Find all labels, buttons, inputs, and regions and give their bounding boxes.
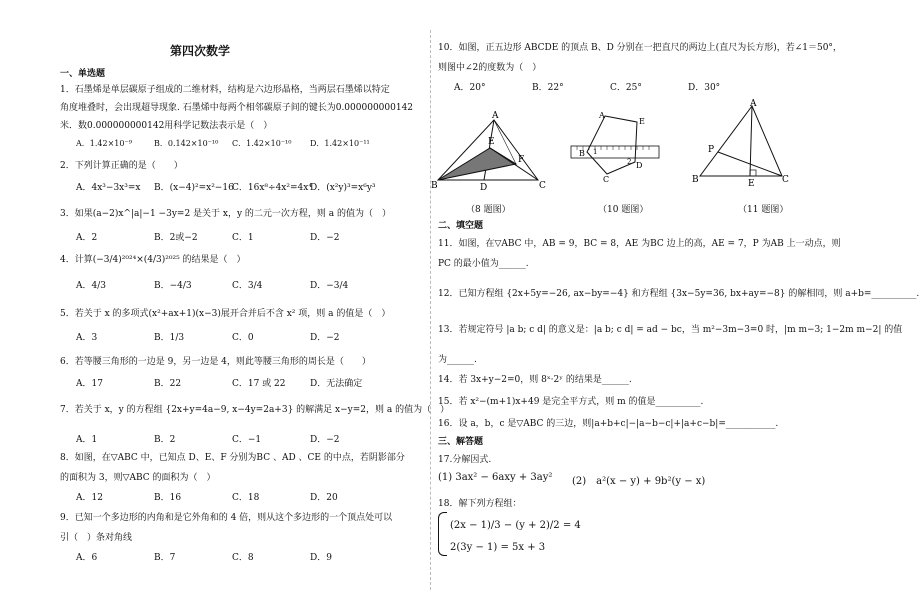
option: C．3/4: [232, 281, 263, 291]
option: D．9: [310, 553, 332, 563]
system-brace: [438, 512, 447, 556]
q1-options: [76, 138, 388, 149]
figure-10-pentagon-ruler: [565, 112, 665, 184]
q3-options: [76, 230, 388, 243]
q1-line1: 1．石墨烯是单层碳原子组成的二维材料，结构是六边形晶格，当两层石墨烯以特定: [60, 85, 390, 95]
option: B．7: [154, 553, 176, 563]
figure-8-triangle: [430, 108, 550, 193]
option: D．−2: [310, 233, 340, 243]
q16: 16．设 a，b，c 是▽ABC 的三边，则|a+b+c|−|a−b−c|+|a+c−b|=___________.: [438, 419, 779, 429]
fig11-label-b: B: [692, 175, 699, 185]
option: B．(x−4)²=x²−16: [154, 183, 234, 193]
caption-fig10: （10 题图）: [598, 205, 649, 215]
caption-fig8: （8 题图）: [466, 205, 511, 215]
section-fill-blank: 二、填空题: [438, 221, 484, 231]
q8-options: [76, 490, 388, 503]
option: C．1.42×10⁻¹⁰: [232, 139, 292, 148]
fig10-label-b: B: [579, 149, 585, 158]
option: D．(x²y)³=x⁶y³: [310, 183, 376, 193]
q1-line3: 米．数0.000000000142用科学记数法表示是（ ）: [60, 121, 273, 131]
q12: 12．已知方程组 {2x+5y=−26, ax−by=−4} 和方程组 {3x−5y=36, bx+ay=−8} 的解相同，则 a+b=__________.: [438, 289, 919, 299]
option: C．16x⁸÷4x²=4x⁴: [232, 183, 312, 193]
q2-options: [76, 180, 388, 193]
option: C．25°: [610, 83, 642, 93]
q14: 14．若 3x+y−2=0，则 8ˣ·2ʸ 的结果是______.: [438, 375, 632, 385]
fig10-label-1: 1: [593, 148, 598, 156]
q11-line2: PC 的最小值为______.: [438, 259, 529, 269]
q6-options: [76, 376, 388, 389]
option: B．−4/3: [154, 281, 192, 291]
fig11-label-p: P: [708, 145, 715, 155]
option: D．20: [310, 493, 338, 503]
option: A．12: [76, 493, 103, 503]
q10-options: [454, 80, 766, 93]
fig8-label-c: C: [539, 181, 546, 191]
option: A．1: [76, 435, 98, 445]
fig11-label-a: A: [750, 99, 757, 109]
option: D．无法确定: [310, 379, 363, 389]
section-answer: 三、解答题: [438, 437, 484, 447]
option: C．−1: [232, 435, 262, 445]
fig11-label-e: E: [748, 179, 755, 189]
option: D．−2: [310, 333, 340, 343]
q4-stem: 4．计算(−3/4)²⁰²⁴×(4/3)²⁰²⁵ 的结果是（ ）: [60, 255, 246, 265]
q13-line1: 13．若规定符号 |a b; c d| 的意义是：|a b; c d| = ad − bc，当 m²−3m−3=0 时，|m m−3; 1−2m m−2| 的值: [438, 325, 903, 335]
q17-part1: (1) 3ax² − 6axy + 3ay²: [438, 472, 553, 483]
q9-options: [76, 550, 388, 563]
q5-stem: 5．若关于 x 的多项式(x²+ax+1)(x−3)展开合并后不含 x² 项，则 a 的值是（ ）: [60, 309, 391, 319]
option: A．4/3: [76, 281, 106, 291]
q11-line1: 11．如图，在▽ABC 中，AB = 9，BC = 8，AE 为BC 边上的高，AE = 7，P 为AB 上一动点，则: [438, 239, 841, 249]
q17-part2: (2) a²(x − y) + 9b²(y − x): [572, 476, 706, 487]
option: A．2: [76, 233, 98, 243]
section-single-choice: 一、单选题: [60, 69, 106, 79]
option: D．−2: [310, 435, 340, 445]
option: A．3: [76, 333, 98, 343]
option: D．−3/4: [310, 281, 349, 291]
option: B．22°: [532, 83, 564, 93]
fig8-label-f: F: [518, 155, 525, 165]
option: B．22: [154, 379, 182, 389]
option: B．1/3: [154, 333, 185, 343]
q10-line1: 10．如图，正五边形 ABCDE 的顶点 B、D 分别在一把直尺的两边上(直尺为长方形)，若∠1＝50°，: [438, 43, 842, 53]
option: C．8: [232, 553, 254, 563]
option: C．0: [232, 333, 254, 343]
q9-line2: 引（ ）条对角线: [60, 533, 133, 543]
fig8-label-b: B: [431, 181, 438, 191]
option: B．2或−2: [154, 233, 198, 243]
option: D．1.42×10⁻¹¹: [310, 139, 370, 148]
option: A．6: [76, 553, 98, 563]
q17-stem: 17.分解因式.: [438, 455, 492, 465]
figure-11-triangle: [690, 100, 790, 188]
option: A．17: [76, 379, 103, 389]
fig8-label-e: E: [488, 137, 495, 147]
fig10-label-d: D: [636, 161, 643, 170]
page-title: 第四次数学: [170, 44, 231, 58]
q5-options: [76, 330, 388, 343]
fig11-label-c: C: [782, 175, 789, 185]
option: A．1.42×10⁻⁹: [76, 139, 132, 148]
fig10-label-2: 2: [627, 158, 632, 166]
fig10-label-e: E: [639, 117, 645, 126]
q13-line2: 为______.: [438, 355, 477, 365]
option: C．17 或 22: [232, 379, 286, 389]
option: C．1: [232, 233, 254, 243]
q18-stem: 18．解下列方程组：: [438, 499, 522, 509]
q7-stem: 7．若关于 x，y 的方程组 {2x+y=4a−9, x−4y=2a+3} 的解满足 x−y=2，则 a 的值为（ ）: [60, 405, 450, 415]
q8-line2: 的面积为 3，则▽ABC 的面积为（ ）: [60, 473, 216, 483]
option: B．0.142×10⁻¹⁰: [154, 139, 219, 148]
q3-stem: 3．如果(a−2)x^|a|−1 −3y=2 是关于 x，y 的二元一次方程，则 a 的值为（ ）: [60, 209, 392, 219]
option: D．30°: [688, 83, 721, 93]
caption-fig11: （11 题图）: [738, 205, 789, 215]
fig8-label-a: A: [492, 111, 499, 121]
fig8-label-d: D: [480, 183, 488, 193]
option: B．16: [154, 493, 182, 503]
q18-eq1: (2x − 1)/3 − (y + 2)/2 = 4: [450, 520, 581, 531]
q7-options: [76, 432, 388, 445]
q6-stem: 6．若等腰三角形的一边是 9，另一边是 4，则此等腰三角形的周长是（ ）: [60, 357, 371, 367]
q1-line2: 角度堆叠时，会出现超导现象. 石墨烯中每两个相邻碳原子间的键长为0.000000000142: [60, 103, 414, 113]
q2-stem: 2．下列计算正确的是（ ）: [60, 161, 183, 171]
option: A．4x³−3x³=x: [76, 183, 141, 193]
q9-line1: 9．已知一个多边形的内角和是它外角和的 4 倍，则从这个多边形的一个顶点处可以: [60, 513, 393, 523]
option: C．18: [232, 493, 260, 503]
q4-options: [76, 278, 388, 291]
fig10-label-c: C: [603, 175, 610, 184]
fig10-label-a: A: [599, 111, 605, 120]
q8-line1: 8．如图，在▽ABC 中，已知点 D、E、F 分别为BC 、AD 、CE 的中点，若阴影部分: [60, 453, 405, 463]
option: A．20°: [454, 83, 486, 93]
q18-eq2: 2(3y − 1) = 5x + 3: [450, 542, 546, 553]
option: B．2: [154, 435, 176, 445]
q15: 15．若 x²−(m+1)x+49 是完全平方式，则 m 的值是__________.: [438, 397, 704, 407]
q10-line2: 则图中∠2的度数为（ ）: [438, 63, 542, 73]
